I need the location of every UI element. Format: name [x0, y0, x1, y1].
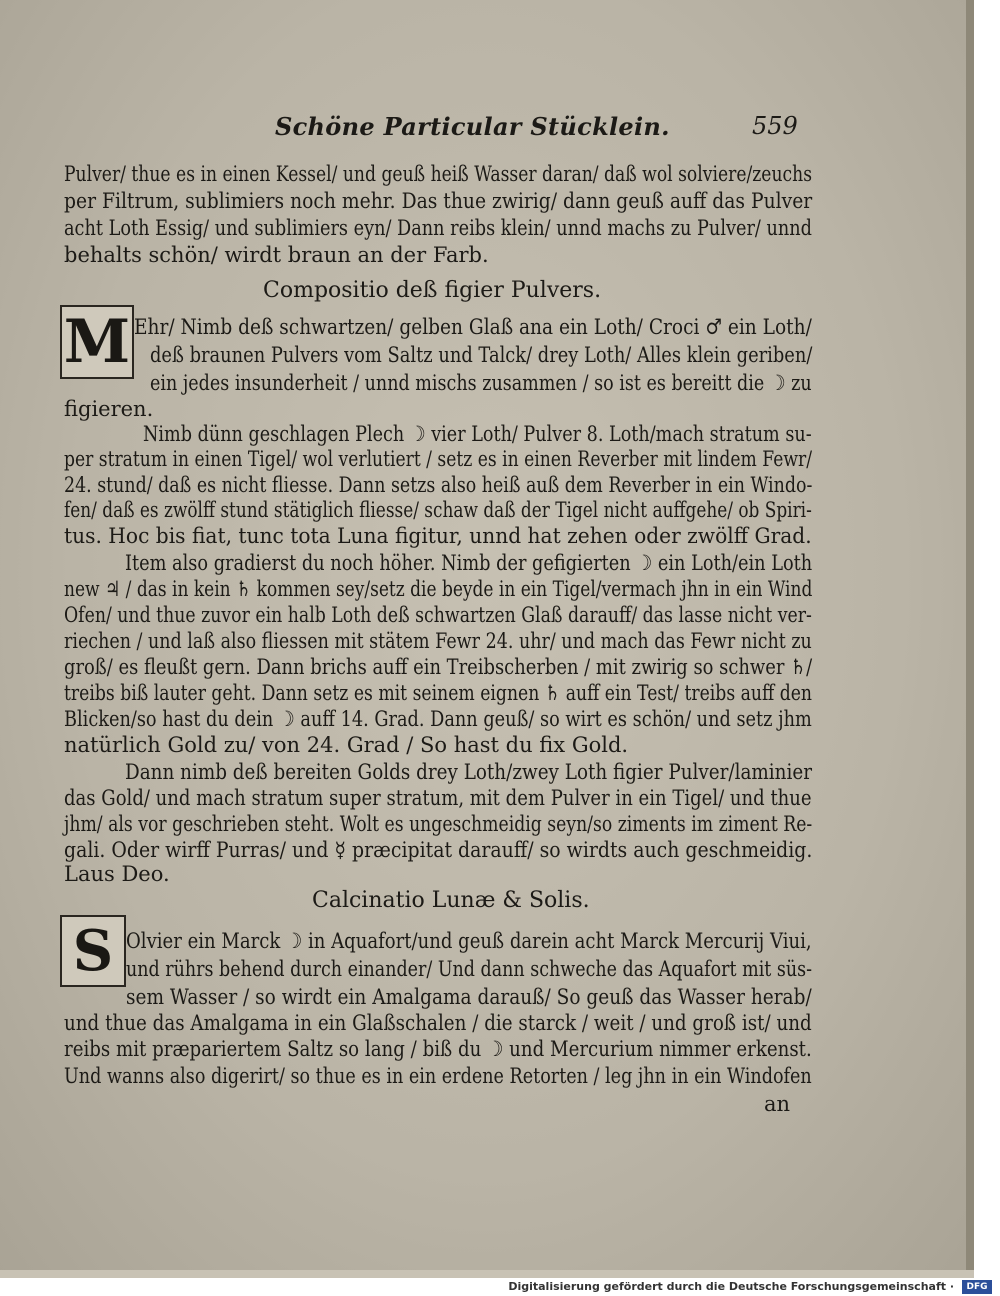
text-line: figieren. [64, 397, 154, 421]
text-line: Nimb dünn geschlagen Plech ☽ vier Loth/ Pulver 8. Loth/mach stratum su- [143, 422, 812, 446]
text-line: und rührs behend durch einander/ Und dann schweche das Aquafort mit süs- [126, 957, 812, 981]
text-line: 24. stund/ daß es nicht fliesse. Dann setzs also heiß auß dem Reverber in ein Windo- [64, 473, 813, 497]
section-heading: Calcinatio Lunæ & Solis. [312, 888, 590, 913]
text-line: sem Wasser / so wirdt ein Amalgama darauß/ So geuß das Wasser herab/ [126, 985, 812, 1009]
text-line: Ofen/ und thue zuvor ein halb Loth deß schwartzen Glaß darauff/ das lasse nicht ver- [64, 603, 812, 627]
page-edge-bottom [0, 1270, 974, 1278]
text-line: natürlich Gold zu/ von 24. Grad / So hast du fix Gold. [64, 733, 629, 757]
text-line: Olvier ein Marck ☽ in Aquafort/und geuß darein acht Marck Mercurij Viui, [126, 929, 812, 953]
text-line: tus. Hoc bis fiat, tunc tota Luna figitur, unnd hat zehen oder zwölff Grad. [64, 524, 812, 548]
page-edge-shadow [966, 0, 974, 1278]
text-line: und thue das Amalgama in ein Glaßschalen / die starck / weit / und groß ist/ und [64, 1011, 812, 1035]
text-line: behalts schön/ wirdt braun an der Farb. [64, 243, 489, 267]
page-number: 559 [752, 112, 798, 140]
section-heading: Compositio deß figier Pulvers. [263, 278, 602, 303]
text-line: Item also gradierst du noch höher. Nimb der gefigierten ☽ ein Loth/ein Loth [125, 551, 813, 575]
text-line: reibs mit præpariertem Saltz so lang / biß du ☽ und Mercurium nimmer erkenst. [64, 1037, 812, 1061]
text-line: per stratum in einen Tigel/ wol verlutiert / setz es in einen Reverber mit lindem Fewr/ [64, 447, 812, 471]
text-line: gali. Oder wirff Purras/ und ☿ præcipitat darauff/ so wirdts auch geschmeidig. [64, 838, 813, 862]
text-line: acht Loth Essig/ und sublimiers eyn/ Dann reibs klein/ unnd machs zu Pulver/ unnd [64, 216, 812, 240]
text-line: Laus Deo. [64, 862, 170, 886]
decorated-initial: S [60, 915, 126, 987]
catchword: an [764, 1092, 791, 1116]
text-line: Dann nimb deß bereiten Golds drey Loth/zwey Loth figier Pulver/laminier [125, 760, 813, 784]
text-line: fen/ daß es zwölff stund stätiglich fliesse/ schaw daß der Tigel nicht auffgehe/ ob Spiri- [64, 498, 812, 522]
dfg-logo-icon: DFG [962, 1280, 992, 1294]
funding-credit: Digitalisierung gefördert durch die Deutsche Forschungsgemeinschaft · [508, 1280, 954, 1293]
text-line: Ehr/ Nimb deß schwartzen/ gelben Glaß ana ein Loth/ Croci ♂ ein Loth/ [134, 315, 812, 339]
text-line: treibs biß lauter geht. Dann setz es mit seinem eignen ♄ auff ein Test/ treibs auff den [64, 681, 813, 705]
running-head: Schöne Particular Stücklein. [275, 112, 670, 141]
text-line: riechen / und laß also fliessen mit stätem Fewr 24. uhr/ und mach das Fewr nicht zu [64, 629, 812, 653]
text-line: groß/ es fleußt gern. Dann brichs auff ein Treibscherben / mit zwirig so schwer ♄/ [64, 655, 813, 679]
text-line: Pulver/ thue es in einen Kessel/ und geuß heiß Wasser daran/ daß wol solviere/zeuchs [64, 162, 813, 186]
text-line: Und wanns also digerirt/ so thue es in ein erdene Retorten / leg jhn in ein Windofen [64, 1064, 812, 1088]
text-line: Blicken/so hast du dein ☽ auff 14. Grad. Dann geuß/ so wirt es schön/ und setz jhm [64, 707, 812, 731]
text-line: das Gold/ und mach stratum super stratum, mit dem Pulver in ein Tigel/ und thue [64, 786, 812, 810]
decorated-initial: M [60, 305, 134, 379]
text-line: ein jedes insunderheit / unnd mischs zusammen / so ist es bereitt die ☽ zu [150, 371, 812, 395]
text-line: per Filtrum, sublimiers noch mehr. Das thue zwirig/ dann geuß auff das Pulver [64, 189, 813, 213]
text-line: deß braunen Pulvers vom Saltz und Talck/ drey Loth/ Alles klein geriben/ [150, 343, 813, 367]
text-line: new ♃ / das in kein ♄ kommen sey/setz die beyde in ein Tigel/vermach jhn in ein Wind [64, 577, 813, 601]
text-line: jhm/ als vor geschrieben steht. Wolt es ungeschmeidig seyn/so ziments im ziment Re- [64, 812, 813, 836]
